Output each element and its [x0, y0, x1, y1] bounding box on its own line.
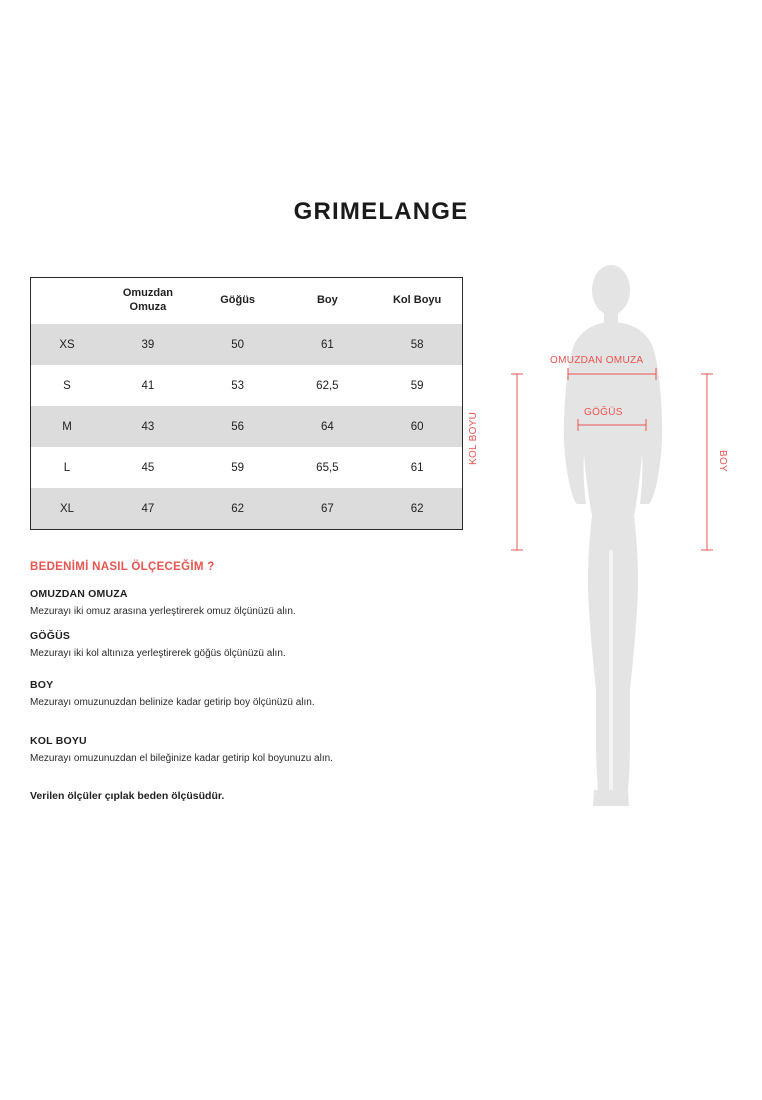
figure-label-sleeve: KOL BOYU: [468, 411, 479, 465]
cell-shoulder: 45: [103, 447, 193, 488]
figure-panel: [468, 250, 742, 850]
figure-label-chest: GÖĞÜS: [584, 407, 623, 418]
cell-chest: 62: [193, 488, 283, 529]
cell-length: 67: [283, 488, 373, 529]
female-body-silhouette-icon: [480, 250, 742, 850]
measure-title: BOY: [30, 679, 54, 691]
measure-block-sleeve: [30, 735, 460, 765]
measure-block-shoulder: [30, 588, 460, 618]
size-table-body: [31, 324, 462, 529]
cell-sleeve: 58: [372, 324, 462, 365]
measurement-footnote: Verilen ölçüler çıplak beden ölçüsüdür.: [30, 790, 225, 802]
cell-length: 61: [283, 324, 373, 365]
row-size-label: L: [31, 447, 103, 488]
cell-shoulder: 39: [103, 324, 193, 365]
table-row: [31, 447, 462, 488]
cell-chest: 56: [193, 406, 283, 447]
cell-length: 65,5: [283, 447, 373, 488]
cell-shoulder: 41: [103, 365, 193, 406]
figure-label-shoulder: OMUZDAN OMUZA: [550, 355, 644, 366]
column-header-shoulder: Omuzdan Omuza: [122, 287, 173, 313]
cell-sleeve: 59: [372, 365, 462, 406]
table-header-row: [31, 278, 462, 324]
table-row: [31, 324, 462, 365]
measure-description: Mezurayı omuzunuzdan el bileğinize kadar getirip kol boyunuzu alın.: [30, 753, 333, 764]
table-row: [31, 488, 462, 529]
row-size-label: S: [31, 365, 103, 406]
cell-chest: 59: [193, 447, 283, 488]
measure-title: KOL BOYU: [30, 735, 87, 747]
row-size-label: XS: [31, 324, 103, 365]
column-header-chest: Göğüs: [220, 294, 256, 307]
table-corner-header: [31, 278, 103, 324]
row-size-label: XL: [31, 488, 103, 529]
measure-description: Mezurayı omuzunuzdan belinize kadar getirip boy ölçünüzü alın.: [30, 697, 315, 708]
measure-description: Mezurayı iki kol altınıza yerleştirerek göğüs ölçünüzü alın.: [30, 648, 286, 659]
cell-shoulder: 43: [103, 406, 193, 447]
cell-length: 64: [283, 406, 373, 447]
measure-title: GÖĞÜS: [30, 630, 71, 642]
measure-block-chest: [30, 630, 460, 660]
page-title: GRIMELANGE: [293, 198, 469, 225]
cell-length: 62,5: [283, 365, 373, 406]
measure-description: Mezurayı iki omuz arasına yerleştirerek omuz ölçünüzü alın.: [30, 606, 296, 617]
cell-chest: 50: [193, 324, 283, 365]
cell-sleeve: 60: [372, 406, 462, 447]
table-row: [31, 365, 462, 406]
row-size-label: M: [31, 406, 103, 447]
size-table: [31, 278, 462, 529]
figure-label-length: BOY: [717, 450, 728, 473]
measure-title: OMUZDAN OMUZA: [30, 588, 128, 600]
cell-sleeve: 61: [372, 447, 462, 488]
measure-block-length: [30, 679, 460, 709]
cell-chest: 53: [193, 365, 283, 406]
table-row: [31, 406, 462, 447]
column-header-length: Boy: [316, 294, 338, 307]
size-table-head: [31, 278, 462, 324]
cell-shoulder: 47: [103, 488, 193, 529]
cell-sleeve: 62: [372, 488, 462, 529]
size-table-container: [30, 277, 463, 530]
howto-measure-heading: BEDENİMİ NASIL ÖLÇECEĞİM ?: [30, 561, 215, 573]
column-header-sleeve: Kol Boyu: [392, 294, 442, 307]
